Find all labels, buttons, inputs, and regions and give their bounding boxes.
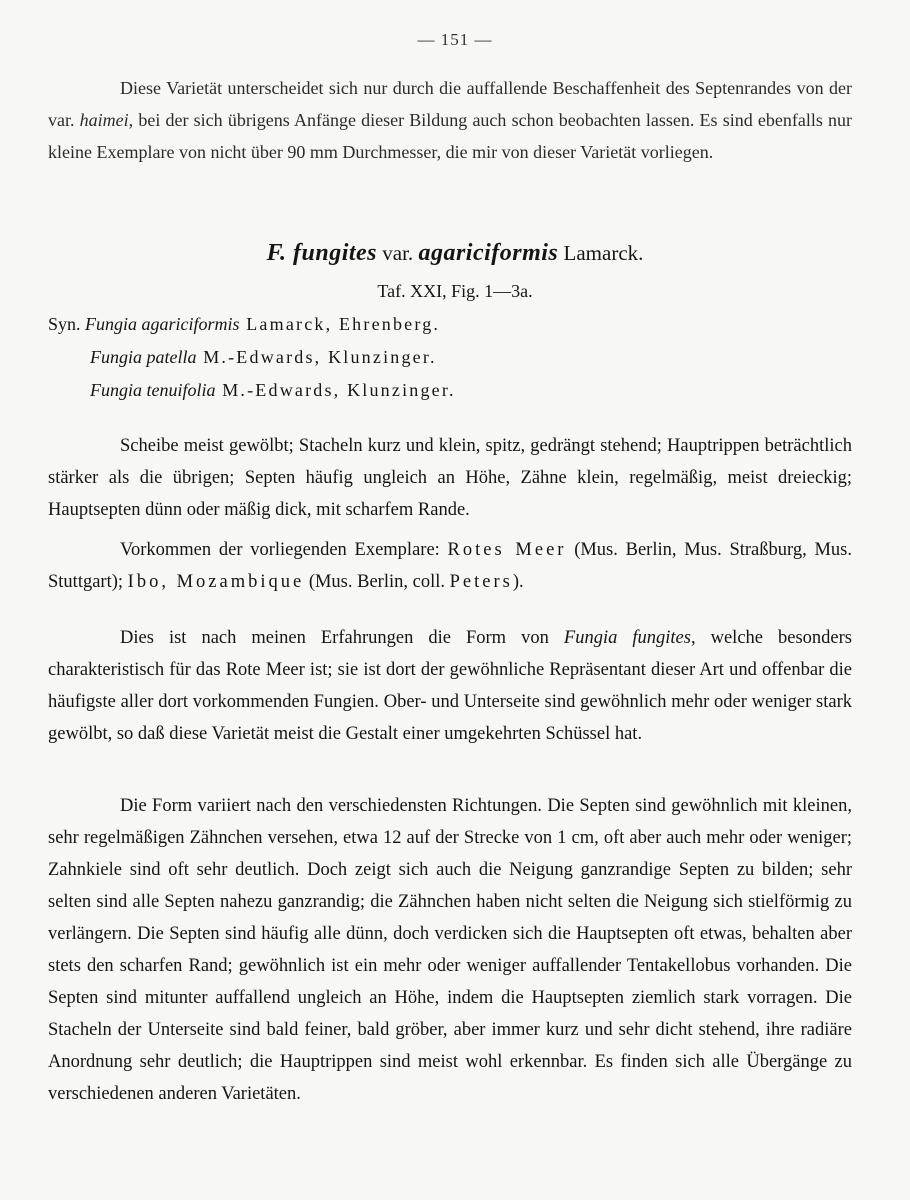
synonym-line bbox=[48, 308, 852, 341]
occurrence-paragraph bbox=[48, 534, 852, 598]
remarks-italic-name: Fungia fungites bbox=[563, 628, 691, 648]
synonym-name: Fungia agariciformis bbox=[85, 314, 240, 334]
synonym-list bbox=[48, 308, 852, 407]
page-number: — 151 — bbox=[417, 30, 493, 49]
remarks-paragraph bbox=[48, 622, 852, 750]
synonym-name: Fungia patella bbox=[90, 347, 197, 367]
occurrence-locality: Rotes Meer bbox=[447, 540, 567, 560]
intro-text-after: , bei der sich übrigens Anfänge dieser Bildung auch schon beobachten lassen. Es sind ebenfalls nur kleine Exemplare von nicht über 90 mm Durchmesser, die mir von dieser Varietät vorliegen. bbox=[48, 110, 853, 162]
occurrence-locality: Ibo, Mozambique bbox=[127, 572, 305, 592]
synonym-prefix: Syn. bbox=[48, 314, 86, 334]
variation-text: Die Form variiert nach den verschiedensten Richtungen. Die Septen sind gewöhnlich mit kleinen, sehr regelmäßigen Zähnchen versehen, etwa 12 auf der Strecke von 1 cm, oft aber auch mehr oder weniger; Zahnkiele sind oft sehr deutlich. Doch zeigt sich auch die Neigung ganzrandige Septen zu bilden; sehr selten sind alle Septen nahezu ganzrandig; die Zähnchen haben nicht selten die Neigung sich stielförmig zu verlängern. Die Septen sind häufig alle dünn, doch verdicken sich die Hauptsepten oft etwas, behalten aber stets den scharfen Rand; gewöhnlich ist ein mehr oder weniger auffallender Tentakellobus vorhanden. Die Septen sind mitunter auffallend ungleich an Höhe, indem die Hauptsepten ziemlich stark vorragen. Die Stacheln der Unterseite sind bald feiner, bald gröber, aber immer kurz und sehr dicht stehend, ihre radiäre Anordnung sehr deutlich; die Hauptrippen sind meist wohl erkennbar. Es finden sich alle Übergänge zu verschiedenen anderen Varietäten. bbox=[48, 796, 852, 1104]
occurrence-label: Vorkommen der vorliegenden Exemplare: bbox=[120, 540, 448, 560]
occurrence-collector: Peters bbox=[449, 572, 513, 592]
diagnosis-paragraph bbox=[48, 430, 852, 526]
intro-text-before: Diese Varietät unterscheidet sich nur durch die auffallende Beschaffenheit des Septenrandes von der var. bbox=[48, 78, 852, 130]
heading-species: agariciformis bbox=[418, 240, 559, 266]
section-heading bbox=[0, 240, 910, 267]
diagnosis-text: Scheibe meist gewölbt; Stacheln kurz und klein, spitz, gedrängt stehend; Hauptrippen beträchtlich stärker als die übrigen; Septen häufig ungleich an Höhe, Zähne klein, regelmäßig, meist dreieckig; Hauptsepten dünn oder mäßig dick, mit scharfem Rande. bbox=[48, 436, 852, 520]
heading-genus: F. fungites bbox=[266, 240, 378, 266]
synonym-authors: M.-Edwards, Klunzinger. bbox=[196, 347, 437, 367]
plate-reference: Taf. XXI, Fig. 1—3a. bbox=[377, 281, 533, 301]
occurrence-end: ). bbox=[512, 572, 524, 592]
intro-paragraph bbox=[48, 72, 852, 168]
synonym-authors: Lamarck, Ehrenberg. bbox=[239, 314, 441, 334]
remarks-text-before: Dies ist nach meinen Erfahrungen die Form von bbox=[120, 628, 564, 648]
synonym-authors: M.-Edwards, Klunzinger. bbox=[215, 380, 456, 400]
remarks-text-after: , welche besonders charakteristisch für das Rote Meer ist; sie ist dort der gewöhnliche Repräsentant dieser Art und offenbar die häufigste aller dort vorkommenden Fungien. Ober- und Unterseite sind gewöhnlich mehr oder weniger stark gewölbt, so daß diese Varietät meist die Gestalt einer umgekehrten Schüssel hat. bbox=[48, 628, 852, 744]
variation-paragraph bbox=[48, 790, 852, 1110]
synonym-line bbox=[48, 341, 852, 374]
heading-var: var. bbox=[377, 241, 419, 265]
occurrence-sources: (Mus. Berlin, coll. bbox=[304, 572, 450, 592]
heading-author: Lamarck. bbox=[558, 241, 644, 265]
synonym-line bbox=[48, 374, 852, 407]
intro-italic-name: haimei bbox=[79, 110, 129, 130]
occurrence-sources: (Mus. Berlin, Mus. Straßburg, Mus. Stuttgart); bbox=[48, 540, 852, 592]
synonym-name: Fungia tenuifolia bbox=[90, 380, 216, 400]
